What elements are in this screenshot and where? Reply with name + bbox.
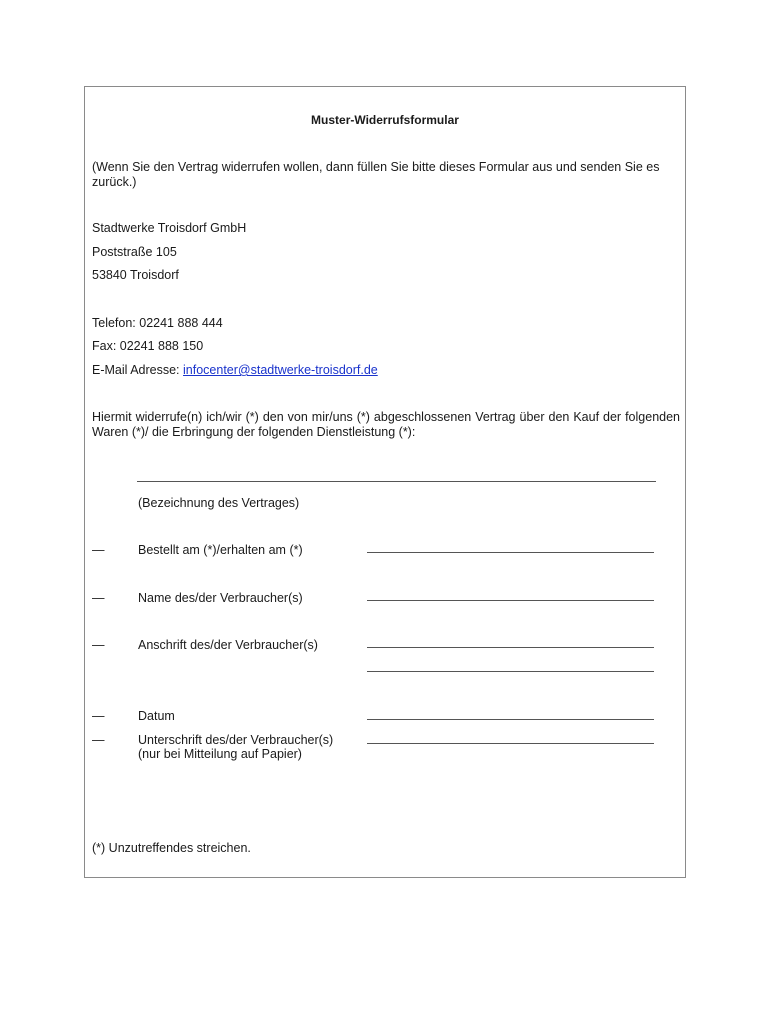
dash-name: — (92, 591, 105, 605)
field-name-label: Name des/der Verbraucher(s) (138, 591, 303, 605)
email-label: E-Mail Adresse: (92, 363, 184, 377)
footnote: (*) Unzutreffendes streichen. (92, 841, 251, 855)
field-ordered-line[interactable] (367, 552, 654, 553)
field-address-line-2[interactable] (367, 671, 654, 672)
field-date-line[interactable] (367, 719, 654, 720)
dash-signature: — (92, 733, 105, 747)
dash-ordered: — (92, 543, 105, 557)
company-email-row (92, 363, 378, 377)
dash-address: — (92, 638, 105, 652)
contract-caption: (Bezeichnung des Vertrages) (138, 496, 300, 510)
company-street: Poststraße 105 (92, 245, 177, 259)
intro-text: (Wenn Sie den Vertrag widerrufen wollen, dann füllen Sie bitte dieses Formular aus und senden Sie es zurück.) (92, 160, 660, 189)
field-signature-note: (nur bei Mitteilung auf Papier) (138, 747, 302, 761)
company-phone: Telefon: 02241 888 444 (92, 316, 223, 330)
company-fax: Fax: 02241 888 150 (92, 339, 204, 353)
statement-text: Hiermit widerrufe(n) ich/wir (*) den von mir/uns (*) abgeschlossenen Vertrag über den Kauf der folgenden Waren (*)/ die Erbringung der folgenden Dienstleistung (*): (92, 410, 680, 439)
email-link[interactable]: infocenter@stadtwerke-troisdorf.de (183, 363, 378, 377)
field-date-label: Datum (138, 709, 175, 723)
company-name: Stadtwerke Troisdorf GmbH (92, 221, 247, 235)
field-signature-label: Unterschrift des/der Verbraucher(s) (138, 733, 334, 747)
field-address-label: Anschrift des/der Verbraucher(s) (138, 638, 318, 652)
contract-line[interactable] (137, 481, 656, 482)
dash-date: — (92, 709, 105, 723)
company-city: 53840 Troisdorf (92, 268, 179, 282)
field-signature-line[interactable] (367, 743, 654, 744)
field-address-line-1[interactable] (367, 647, 654, 648)
field-ordered-label: Bestellt am (*)/erhalten am (*) (138, 543, 303, 557)
form-title: Muster-Widerrufsformular (311, 113, 459, 127)
field-name-line[interactable] (367, 600, 654, 601)
form-frame (84, 86, 686, 878)
